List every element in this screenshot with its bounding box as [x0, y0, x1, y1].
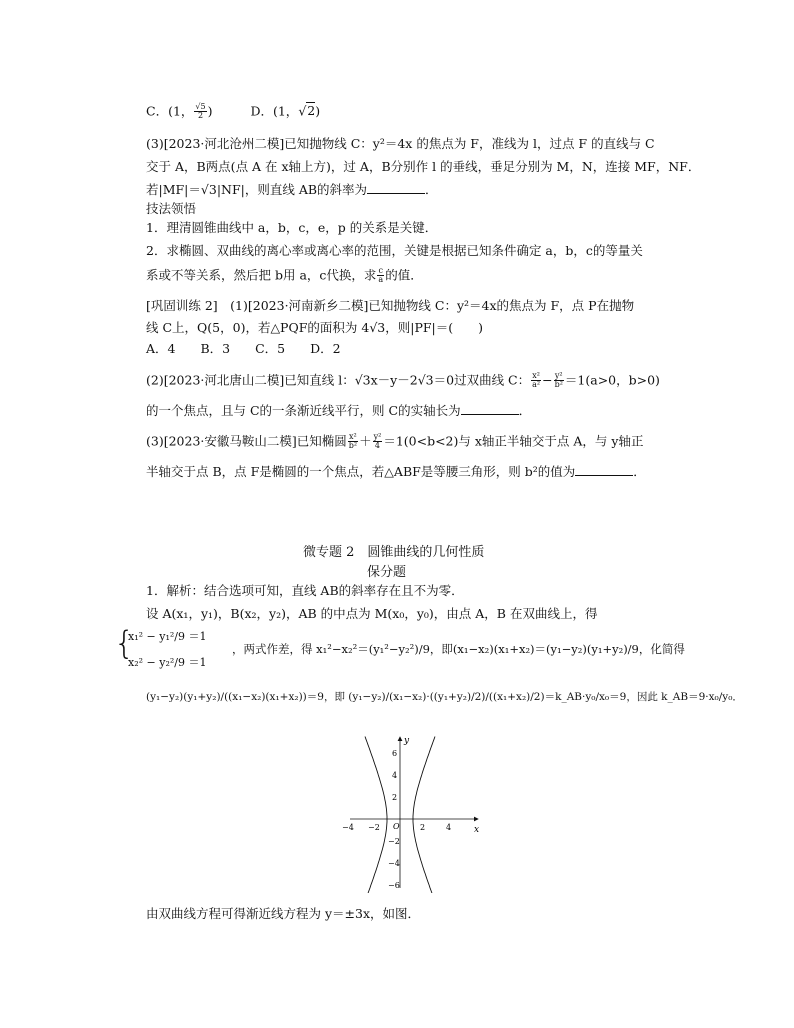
hyperbola-left-branch: [365, 737, 387, 894]
system-brace: {: [114, 624, 135, 662]
tips-heading: 技法领悟: [146, 201, 197, 216]
solution-line3: ，两式作差，得 x₁²−x₂²＝(y₁²−y₂²)/9，即(x₁−x₂)(x₁+x₂)＝(y₁−y₂)(y₁+y₂)/9，化简得: [232, 642, 685, 656]
system-eq2: x₂² − y₂²/9 ＝1: [128, 656, 207, 669]
x-tick-label: 4: [446, 823, 452, 832]
hyperbola-right-branch: [413, 737, 435, 894]
solution-line4: (y₁−y₂)(y₁+y₂)/((x₁−x₂)(x₁+x₂))＝9，即 (y₁−y₂)/(x₁−x₂)·((y₁+y₂)/2)/((x₁+x₂)/2)＝k_AB·y₀/x₀＝9，因此 k_AB＝9·x₀/y₀．: [146, 691, 743, 703]
practice-q1-line1: [巩固训练 2] (1)[2023·河南新乡二模]已知抛物线 C：y²＝4x的焦点为 F，点 P在抛物: [146, 298, 635, 313]
solution-title: 微专题 2 圆锥曲线的几何性质: [303, 545, 485, 560]
solution-line2: 设 A(x₁，y₁)，B(x₂，y₂)，AB 的中点为 M(x₀，y₀)，由点 A，B 在双曲线上，得: [146, 606, 598, 621]
answer-blank: [575, 464, 633, 476]
answer-blank: [461, 403, 519, 415]
tips-item2: 2．求椭圆、双曲线的离心率或离心率的范围，关键是根据已知条件确定 a，b，c的等量关: [146, 243, 643, 258]
solution-conclusion: 由双曲线方程可得渐近线方程为 y＝±3x，如图．: [146, 906, 421, 921]
y-tick-label: 4: [392, 771, 398, 780]
x-tick-label: 2: [420, 823, 426, 832]
answer-blank: [367, 182, 425, 194]
x-axis-label: x: [474, 825, 480, 835]
options-cd: C．(1， $\frac{√5}{2}$ ) D．(1，√2): [146, 102, 321, 121]
q3-line2: 交于 A，B两点(点 A 在 x轴上方)，过 A，B分别作 l 的垂线，垂足分别为 M，N，连接 MF，NF．: [146, 159, 701, 174]
practice-q3-line2: 半轴交于点 B，点 F是椭圆的一个焦点，若△ABF是等腰三角形，则 b²的值为 ．: [146, 464, 646, 479]
solution-line1: 1．解析：结合选项可知，直线 AB的斜率存在且不为零．: [146, 583, 464, 598]
y-axis-label: y: [404, 736, 410, 746]
tips-item2-cont: 系或不等关系，然后把 b用 a，c代换，求 $\frac{c}{a}$ 的值．: [146, 266, 423, 285]
q3-line3: 若|MF|＝√3|NF|，则直线 AB的斜率为 ．: [146, 182, 438, 197]
solution-subtitle: 保分题: [367, 565, 407, 580]
q3-line1: (3)[2023·河北沧州二模]已知抛物线 C：y²＝4x 的焦点为 F，准线为 l，过点 F 的直线与 C: [146, 136, 655, 151]
option-c-fraction: $\frac{√5}{2}$: [195, 102, 206, 121]
y-tick-label: −2: [388, 837, 400, 846]
practice-q3-line1: (3)[2023·安徽马鞍山二模]已知椭圆 $\frac{\text{x²}}{\text{b²}}$ ＋ $\frac{\text{y²}}{4}$ ＝1(0<b<2)与 x轴正半轴交于点 A，与 y轴正: [146, 432, 644, 451]
y-tick-label: −4: [388, 859, 400, 868]
practice-q1-options: A．4 B．3 C．5 D．2: [146, 341, 341, 356]
option-c: C．(1，: [146, 103, 194, 119]
option-d: D．(1，: [250, 103, 299, 119]
hyperbola-graph: [340, 733, 490, 893]
x-tick-label: −2: [368, 823, 380, 832]
y-tick-label: −6: [388, 881, 400, 890]
practice-q2-line1: (2)[2023·河北唐山二模]已知直线 l：√3x－y－2√3＝0过双曲线 C： $\frac{\text{x²}}{\text{a²}}$ − $\frac{\text{y²}}{\text{b²}}$ ＝1(a>0，b>0): [146, 371, 660, 390]
system-eq1: x₁² − y₁²/9 ＝1: [128, 630, 207, 643]
y-tick-label: 6: [392, 749, 398, 758]
x-tick-label: −4: [342, 823, 354, 832]
origin-label: O: [393, 822, 400, 831]
practice-q1-line2: 线 C上，Q(5，0)，若△PQF的面积为 4√3，则|PF|＝( ): [146, 320, 483, 335]
tips-item1: 1．理清圆锥曲线中 a，b，c，e，p 的关系是关键．: [146, 220, 438, 235]
y-tick-label: 2: [392, 793, 398, 802]
practice-q2-line2: 的一个焦点，且与 C的一条渐近线平行，则 C的实轴长为 ．: [146, 403, 532, 418]
